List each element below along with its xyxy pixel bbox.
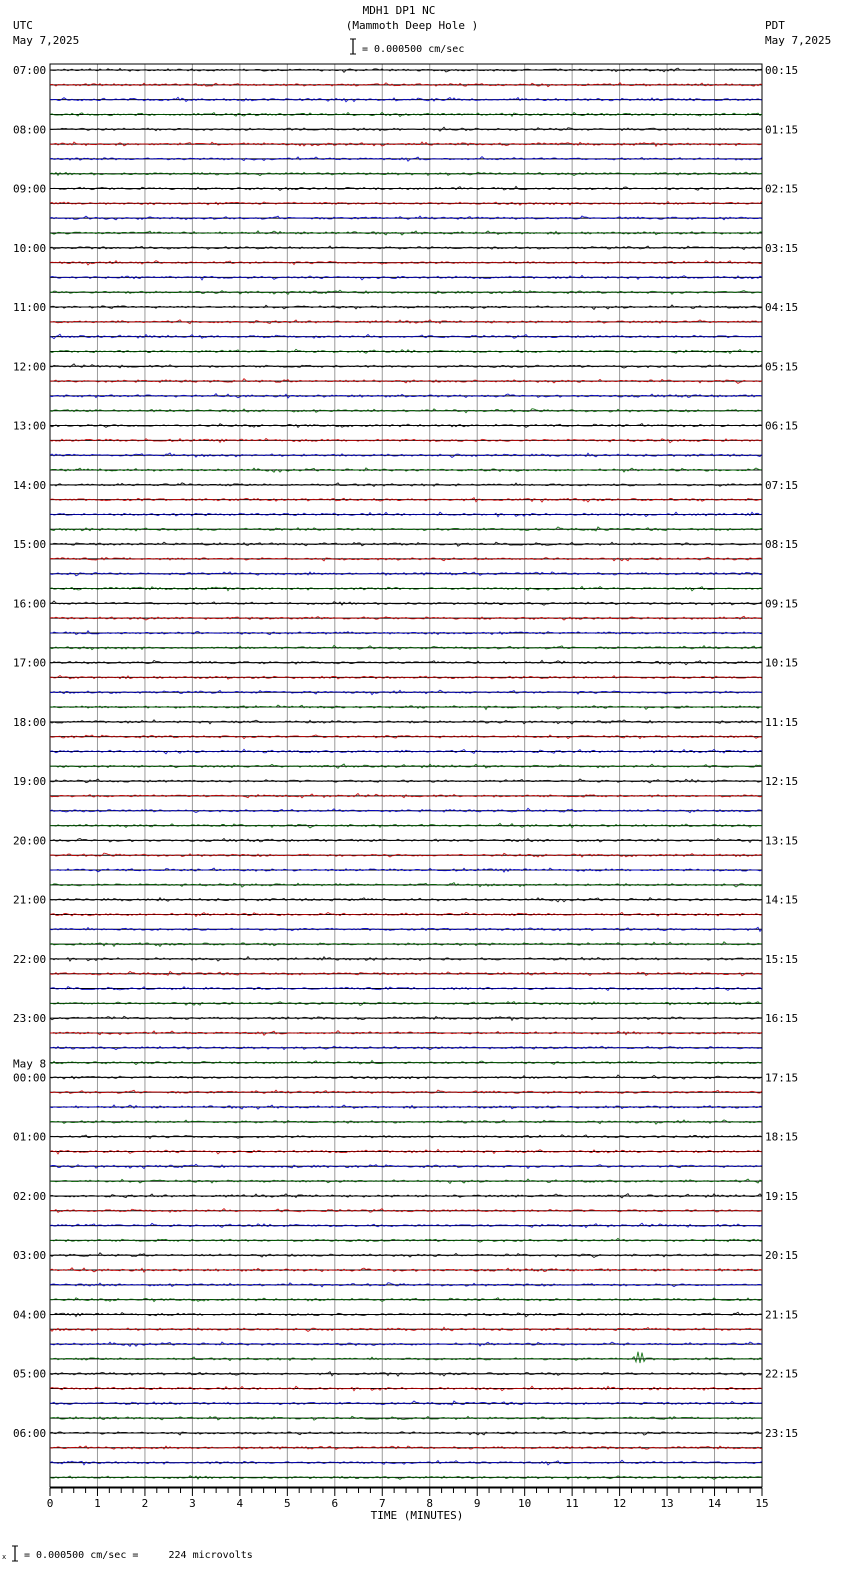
svg-text:x: x: [2, 1553, 7, 1561]
seismic-trace: [50, 1031, 762, 1036]
utc-hour-label: 22:00: [13, 952, 47, 966]
utc-hour-label: 19:00: [13, 775, 47, 789]
x-tick-label: 8: [426, 1497, 434, 1510]
pdt-hour-label: 03:15: [765, 241, 799, 255]
x-tick-label: 3: [189, 1497, 196, 1510]
trace-lines: [50, 68, 762, 1479]
x-axis: [47, 1488, 769, 1510]
utc-hour-label: 00:00: [13, 1071, 47, 1085]
right-date: May 7,2025: [765, 34, 832, 47]
x-tick-label: 15: [755, 1497, 769, 1510]
x-tick-label: 6: [331, 1497, 339, 1510]
pdt-hour-label: 02:15: [765, 182, 799, 196]
x-tick-label: 2: [141, 1497, 149, 1510]
utc-hour-label: 05:00: [13, 1367, 47, 1381]
pdt-hour-label: 17:15: [765, 1071, 799, 1085]
pdt-hour-label: 10:15: [765, 656, 799, 670]
seismic-trace: [50, 1046, 762, 1049]
right-timezone: PDT: [765, 19, 785, 32]
utc-hour-label: 14:00: [13, 478, 47, 492]
seismic-trace: [50, 1431, 762, 1435]
pdt-hour-label: 23:15: [765, 1426, 799, 1440]
x-tick-label: 14: [707, 1497, 722, 1510]
seismic-trace: [50, 275, 762, 280]
seismic-trace: [50, 68, 762, 72]
scale-text: = 0.000500 cm/sec: [362, 44, 465, 55]
footer-scale-icon: [2, 1545, 22, 1563]
pdt-hour-label: 22:15: [765, 1367, 799, 1381]
seismic-trace: [50, 1352, 762, 1363]
utc-hour-label: 15:00: [13, 538, 47, 552]
station-title: MDH1 DP1 NC: [362, 4, 436, 17]
x-tick-label: 0: [46, 1497, 54, 1510]
utc-hour-label: 13:00: [13, 419, 47, 433]
utc-hour-label: 11:00: [13, 301, 47, 315]
pdt-hour-label: 00:15: [765, 64, 799, 77]
seismic-trace: [50, 927, 762, 931]
utc-hour-label: 16:00: [13, 597, 47, 611]
date-change-label: May 8: [13, 1057, 47, 1071]
seismic-trace: [50, 898, 762, 902]
utc-hour-label: 21:00: [13, 893, 47, 907]
pdt-hour-label: 14:15: [765, 893, 799, 907]
x-tick-label: 13: [660, 1497, 674, 1510]
utc-hour-label: 09:00: [13, 182, 47, 196]
utc-hour-label: 17:00: [13, 656, 47, 670]
x-tick-label: 4: [236, 1497, 244, 1510]
pdt-hour-label: 13:15: [765, 834, 799, 848]
pdt-hour-label: 01:15: [765, 123, 799, 137]
utc-hour-label: 20:00: [13, 834, 47, 848]
utc-hour-label: 12:00: [13, 360, 47, 374]
pdt-hour-label: 09:15: [765, 597, 799, 611]
utc-hour-label: 10:00: [13, 241, 47, 255]
seismic-trace: [50, 231, 762, 235]
seismic-trace: [50, 868, 762, 872]
x-tick-label: 9: [473, 1497, 481, 1510]
seismic-trace: [50, 1312, 762, 1317]
pdt-hour-label: 12:15: [765, 775, 799, 789]
seismic-trace: [50, 201, 762, 205]
pdt-hour-label: 15:15: [765, 952, 799, 966]
utc-hour-label: 04:00: [13, 1308, 47, 1322]
x-tick-label: 11: [565, 1497, 579, 1510]
pdt-hour-label: 21:15: [765, 1308, 799, 1322]
utc-hour-label: 18:00: [13, 715, 47, 729]
seismic-trace: [50, 424, 762, 428]
pdt-hour-label: 06:15: [765, 419, 799, 433]
seismic-trace: [50, 1283, 762, 1287]
seismic-trace: [50, 720, 762, 724]
pdt-hour-label: 16:15: [765, 1012, 799, 1026]
left-date: May 7,2025: [13, 34, 80, 47]
utc-hour-label: 03:00: [13, 1249, 47, 1263]
x-tick-label: 12: [612, 1497, 627, 1510]
pdt-hour-label: 05:15: [765, 360, 799, 374]
seismic-trace: [50, 1223, 762, 1227]
pdt-hour-label: 07:15: [765, 478, 799, 492]
pdt-hour-label: 11:15: [765, 715, 799, 729]
scale-bar-icon: [348, 38, 358, 56]
seismic-trace: [50, 764, 762, 768]
seismic-trace: [50, 97, 762, 102]
pdt-hour-label: 08:15: [765, 538, 799, 552]
left-timezone: UTC: [13, 19, 33, 32]
x-tick-label: 7: [378, 1497, 386, 1510]
x-tick-label: 10: [518, 1497, 532, 1510]
utc-hour-label: 08:00: [13, 123, 47, 137]
utc-hour-label: 23:00: [13, 1012, 47, 1026]
seismic-trace: [50, 83, 762, 87]
utc-hour-label: 01:00: [13, 1130, 47, 1144]
utc-hour-label: 02:00: [13, 1189, 47, 1203]
pdt-hour-label: 19:15: [765, 1189, 799, 1203]
pdt-hour-label: 04:15: [765, 301, 799, 315]
location-title: (Mammoth Deep Hole ): [345, 19, 479, 32]
seismic-trace: [50, 823, 762, 828]
pdt-hour-label: 20:15: [765, 1249, 799, 1263]
x-tick-label: 1: [94, 1497, 101, 1510]
pdt-hour-label: 18:15: [765, 1130, 799, 1144]
x-axis-label: TIME (MINUTES): [370, 1509, 464, 1522]
footer-scale-text: = 0.000500 cm/sec = 224 microvolts: [24, 1550, 253, 1561]
utc-hour-label: 07:00: [13, 64, 47, 77]
seismic-trace: [50, 1164, 762, 1168]
x-tick-label: 5: [284, 1497, 291, 1510]
utc-hour-label: 06:00: [13, 1426, 47, 1440]
